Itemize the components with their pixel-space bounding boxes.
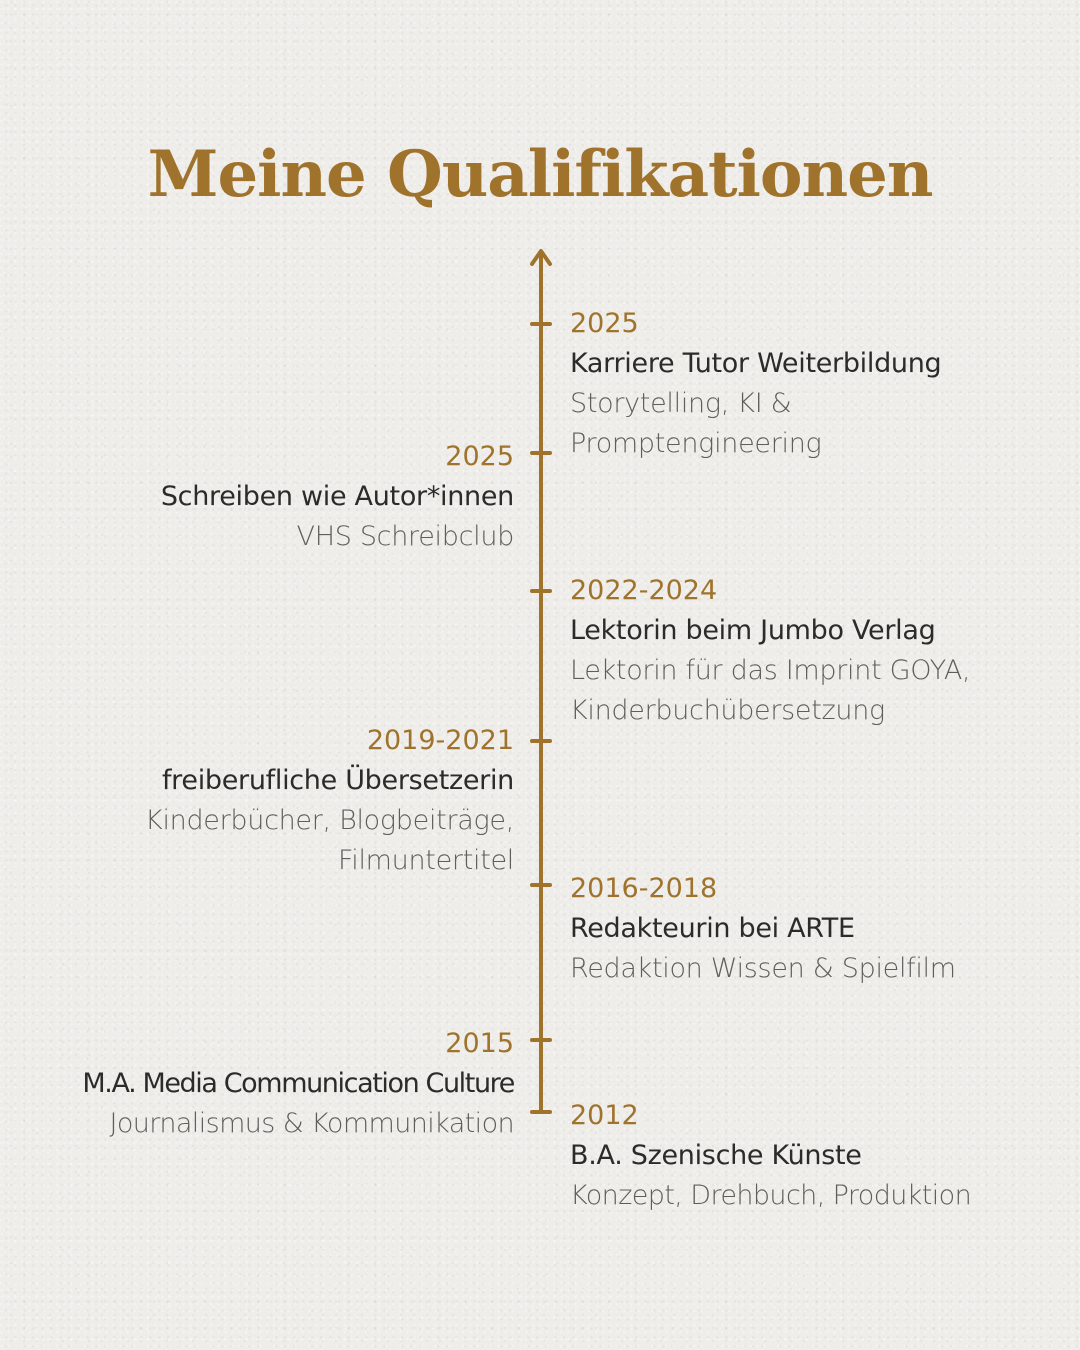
entry-year: 2016-2018 — [570, 873, 718, 904]
entry-title: B.A. Szenische Künste — [570, 1140, 862, 1171]
timeline-entry-jumbo — [570, 571, 1040, 731]
entry-description: Redaktion Wissen & Spielfilm — [570, 953, 956, 984]
entry-title: Redakteurin bei ARTE — [570, 913, 855, 944]
entry-description: Journalismus & Kommunikation — [109, 1108, 514, 1139]
entry-title: Lektorin beim Jumbo Verlag — [570, 615, 936, 646]
entry-description: VHS Schreibclub — [296, 521, 514, 552]
entry-year: 2019-2021 — [366, 725, 514, 756]
entry-title: Karriere Tutor Weiterbildung — [570, 348, 942, 379]
timeline-entry-ma — [44, 1024, 514, 1144]
entry-year: 2025 — [445, 441, 514, 472]
entry-title: Schreiben wie Autor*innen — [160, 481, 514, 512]
entry-year: 2012 — [570, 1100, 639, 1131]
entry-year: 2025 — [570, 308, 639, 339]
entry-year: 2015 — [445, 1028, 514, 1059]
entry-description: Promptengineering — [570, 428, 822, 459]
entry-title: M.A. Media Communication Culture — [82, 1068, 514, 1099]
timeline-entry-tutor — [570, 304, 1040, 464]
timeline-entry-uebersetzerin — [44, 721, 514, 881]
timeline-entry-ba — [570, 1096, 1040, 1216]
entry-description: Kinderbücher, Blogbeiträge, — [145, 805, 514, 836]
entry-description: Kinderbuchübersetzung — [570, 695, 885, 726]
entry-description: Konzept, Drehbuch, Produktion — [570, 1180, 972, 1211]
entry-title: freiberufliche Übersetzerin — [161, 765, 514, 796]
page-title: Meine Qualifikationen — [147, 136, 933, 212]
timeline-entry-schreibclub — [44, 437, 514, 557]
entry-description: Filmuntertitel — [338, 845, 514, 876]
timeline-entry-arte — [570, 869, 1040, 989]
entry-year: 2022-2024 — [570, 575, 718, 606]
entry-description: Storytelling, KI & — [570, 388, 792, 419]
entry-description: Lektorin für das Imprint GOYA, — [570, 655, 971, 686]
